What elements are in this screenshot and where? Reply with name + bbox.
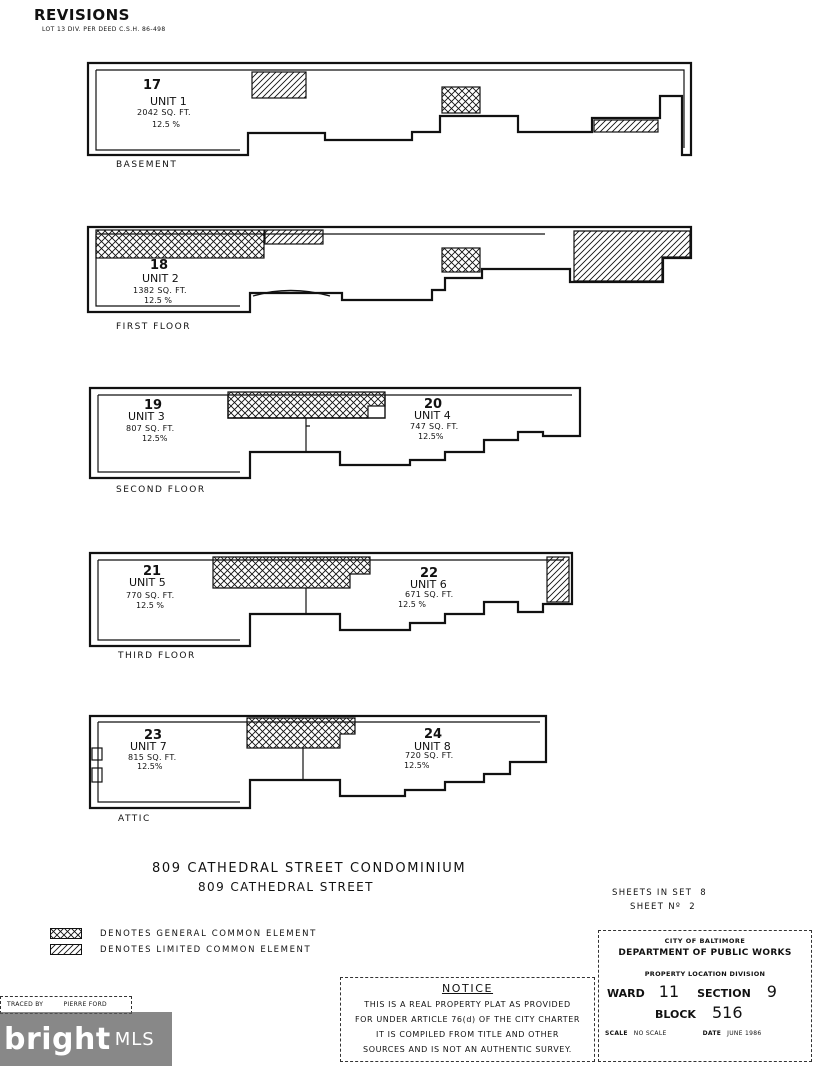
ward-value: 11 <box>658 982 680 1001</box>
unit-percent: 12.5% <box>142 434 168 443</box>
block-row <box>655 1003 811 1022</box>
scale-label: SCALE <box>605 1030 628 1037</box>
unit-number: 23 <box>144 728 163 743</box>
unit-area: 720 SQ. FT. <box>405 751 454 760</box>
unit-area: 807 SQ. FT. <box>126 424 175 433</box>
sheets-in-set-value: 8 <box>700 888 707 898</box>
third-floor-general-common <box>213 557 370 588</box>
legend-limited-text: DENOTES LIMITED COMMON ELEMENT <box>100 944 312 955</box>
unit-percent: 12.5 % <box>144 296 172 305</box>
unit-percent: 12.5 % <box>398 600 426 609</box>
ward-section-row <box>607 982 811 1001</box>
floor-label-second: SECOND FLOOR <box>116 485 206 495</box>
block-value: 516 <box>711 1003 743 1022</box>
dpw-division: PROPERTY LOCATION DIVISION <box>644 970 766 978</box>
crosshatch-swatch-icon <box>50 928 82 939</box>
unit-name: UNIT 8 <box>414 740 451 753</box>
third-floor-limited-common <box>547 557 569 602</box>
unit-name: UNIT 4 <box>414 409 451 422</box>
unit-percent: 12.5 % <box>136 601 164 610</box>
unit-area: 815 SQ. FT. <box>128 753 177 762</box>
unit-1-label <box>143 80 161 92</box>
bright-mls-watermark <box>0 1012 172 1066</box>
project-name: 809 CATHEDRAL STREET CONDOMINIUM <box>152 861 467 876</box>
sheet-number-value: 2 <box>689 902 696 912</box>
date-value: JUNE 1986 <box>727 1030 762 1037</box>
basement-limited-common-2 <box>594 120 658 132</box>
unit-percent: 12.5% <box>137 762 163 771</box>
unit-name: UNIT 3 <box>128 410 165 423</box>
unit-percent: 12.5% <box>418 432 444 441</box>
unit-number: 19 <box>144 398 163 413</box>
basement-general-common <box>442 87 480 113</box>
unit-area: 671 SQ. FT. <box>405 590 454 599</box>
scale-date-row <box>605 1030 811 1037</box>
floor-label-first: FIRST FLOOR <box>116 322 191 332</box>
dpw-department: DEPARTMENT OF PUBLIC WORKS <box>618 948 792 958</box>
dpw-city: CITY OF BALTIMORE <box>664 937 746 945</box>
watermark-suffix: MLS <box>114 1028 155 1050</box>
unit-area: 1382 SQ. FT. <box>133 286 187 295</box>
notice-body <box>341 997 594 1057</box>
attic-general-common <box>247 718 355 748</box>
legend-limited <box>50 944 311 955</box>
notice-line: SOURCES AND IS NOT AN AUTHENTIC SURVEY. <box>363 1045 572 1054</box>
first-floor-limited-common-1 <box>265 230 323 244</box>
project-address: 809 CATHEDRAL STREET <box>198 880 374 894</box>
unit-number: 22 <box>420 566 439 581</box>
floor-label-attic: ATTIC <box>118 814 151 824</box>
first-floor-limited-common-2 <box>574 231 690 281</box>
ward-label: WARD <box>607 987 645 1000</box>
notice-line: IT IS COMPILED FROM TITLE AND OTHER <box>375 1030 559 1039</box>
scale-value: NO SCALE <box>633 1030 667 1037</box>
legend-general-text: DENOTES GENERAL COMMON ELEMENT <box>100 928 317 939</box>
revisions-note: LOT 13 DIV. PER DEED C.S.H. 86-498 <box>42 26 166 33</box>
section-value: 9 <box>766 982 777 1001</box>
unit-number: 18 <box>150 258 169 273</box>
section-label: SECTION <box>697 987 751 1000</box>
unit-name: UNIT 2 <box>142 272 179 285</box>
block-label: BLOCK <box>655 1008 696 1021</box>
watermark-brand: bright <box>4 1021 111 1057</box>
traced-by-label: TRACED BY <box>7 1001 44 1008</box>
unit-percent: 12.5% <box>404 761 430 770</box>
dpw-title-block <box>598 930 812 1062</box>
unit-name: UNIT 6 <box>410 578 447 591</box>
second-floor-general-common <box>228 392 385 418</box>
notice-title: NOTICE <box>441 982 494 995</box>
unit-area: 747 SQ. FT. <box>410 422 459 431</box>
unit-name: UNIT 5 <box>129 576 166 589</box>
diagonal-hatch-swatch-icon <box>50 944 82 955</box>
traced-by-value: PIERRE FORD <box>63 1001 107 1008</box>
notice-line: FOR UNDER ARTICLE 76(d) OF THE CITY CHARTER <box>354 1015 581 1024</box>
first-floor-general-common <box>96 230 264 258</box>
floor-label-basement: BASEMENT <box>116 160 178 170</box>
unit-name: UNIT 7 <box>130 740 167 753</box>
unit-area: 2042 SQ. FT. <box>137 108 191 117</box>
sheet-number-label: SHEET Nº <box>630 902 682 912</box>
unit-number: 24 <box>424 727 443 742</box>
first-floor-general-common-2 <box>442 248 480 272</box>
unit-area: 770 SQ. FT. <box>126 591 175 600</box>
notice-box <box>340 977 595 1062</box>
legend-general <box>50 928 317 939</box>
sheet-info <box>612 886 707 914</box>
floor-label-third: THIRD FLOOR <box>118 651 196 661</box>
sheets-in-set-label: SHEETS IN SET <box>612 888 693 898</box>
revisions-title: REVISIONS <box>34 6 130 24</box>
basement-limited-common-1 <box>252 72 306 98</box>
notice-line: THIS IS A REAL PROPERTY PLAT AS PROVIDED <box>364 1000 571 1009</box>
unit-number: 21 <box>143 564 162 579</box>
unit-number: 17 <box>143 78 162 93</box>
unit-number: 20 <box>424 397 443 412</box>
unit-name: UNIT 1 <box>150 95 187 108</box>
date-label: DATE <box>702 1030 722 1037</box>
unit-percent: 12.5 % <box>152 120 180 129</box>
